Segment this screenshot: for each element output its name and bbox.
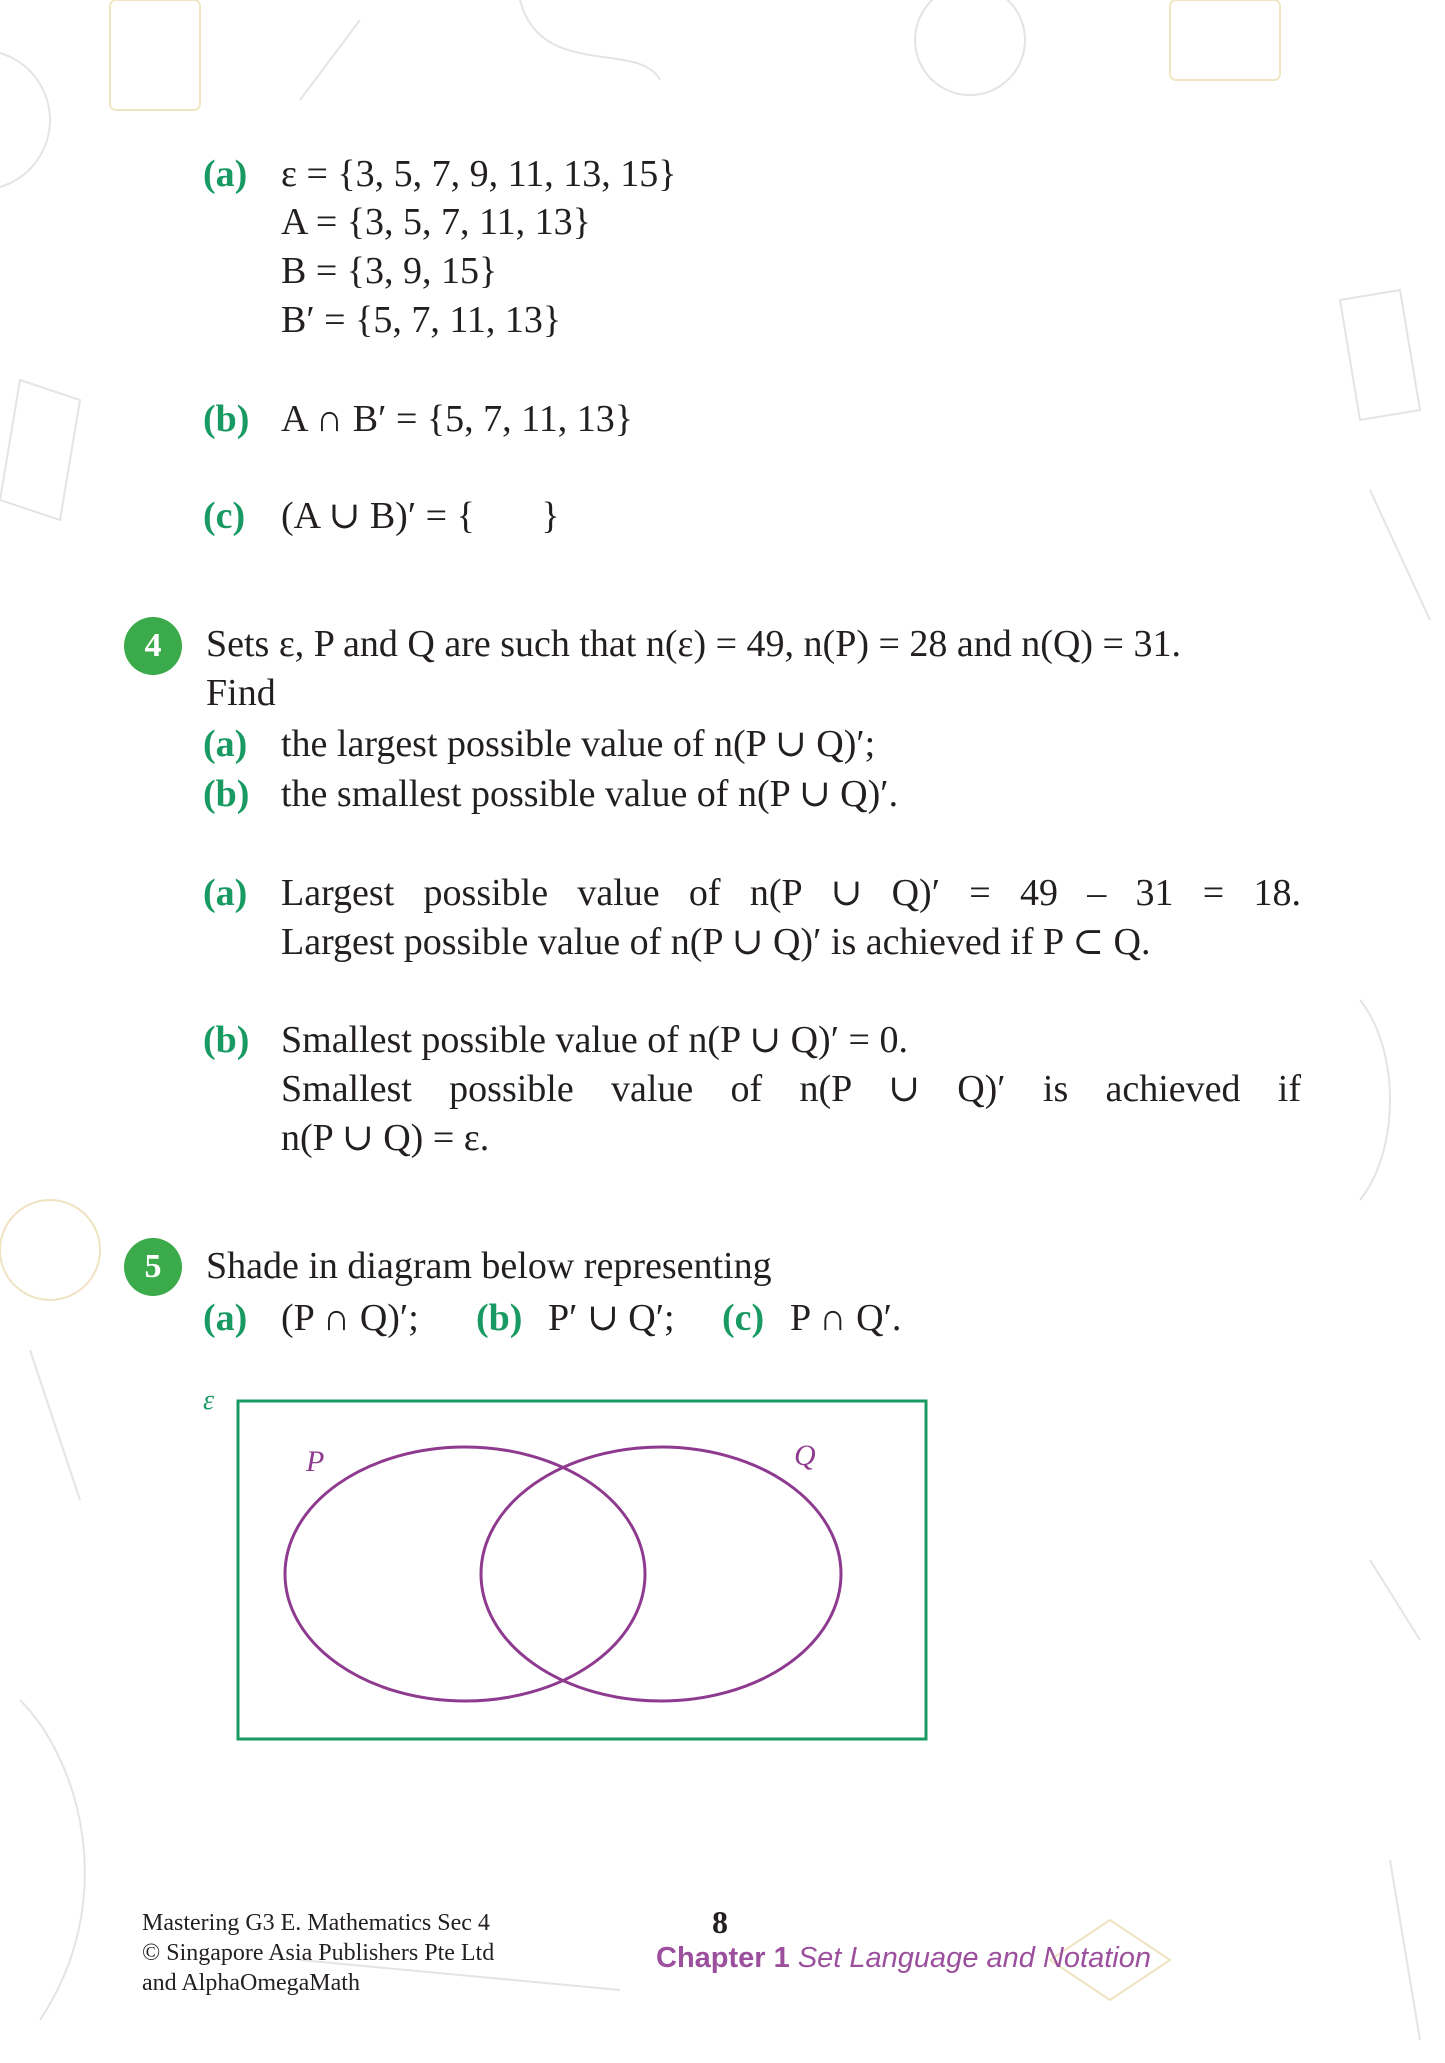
- q4-answer-b-line1: Smallest possible value of n(P ∪ Q)′ = 0.: [281, 1019, 908, 1061]
- chapter-heading: [656, 1942, 1151, 1975]
- set-b-complement-line: B′ = {5, 7, 11, 13}: [281, 299, 562, 341]
- q4-answer-a-line2: Largest possible value of n(P ∪ Q)′ is achieved if P ⊂ Q.: [281, 921, 1151, 963]
- universal-set-label: ε: [203, 1385, 215, 1416]
- plate-doodle-icon: [0, 50, 50, 190]
- part-c-answer: (A ∪ B)′ = { }: [281, 495, 560, 537]
- chapter-title: Set Language and Notation: [797, 1942, 1151, 1974]
- q5-part-a-text: (P ∩ Q)′;: [281, 1297, 419, 1339]
- question-4-badge: 4: [124, 617, 182, 675]
- publisher-line: © Singapore Asia Publishers Pte Ltd: [142, 1940, 495, 1966]
- part-a-label: (a): [203, 153, 248, 195]
- q4-part-a-text: the largest possible value of n(P ∪ Q)′;: [281, 723, 876, 765]
- part-c-label: (c): [203, 495, 246, 537]
- q4-part-b-text: the smallest possible value of n(P ∪ Q)′.: [281, 773, 899, 815]
- q4-answer-a-label: (a): [203, 872, 248, 914]
- q4-answer-a-line1: Largest possible value of n(P ∪ Q)′ = 49 – 31 = 18.: [281, 872, 1301, 914]
- q5-part-c-text: P ∩ Q′.: [790, 1297, 902, 1339]
- book-info: [142, 1908, 494, 1998]
- set-p-label: P: [306, 1445, 325, 1478]
- publisher-line-2: and AlphaOmegaMath: [142, 1970, 360, 1996]
- q4-answer-b-label: (b): [203, 1019, 250, 1061]
- universal-set-line: ε = {3, 5, 7, 9, 11, 13, 15}: [281, 153, 677, 195]
- part-b-label: (b): [203, 398, 250, 440]
- q5-part-b-text: P′ ∪ Q′;: [548, 1297, 675, 1339]
- book-title: Mastering G3 E. Mathematics Sec 4: [142, 1910, 490, 1936]
- set-b-line: B = {3, 9, 15}: [281, 250, 498, 292]
- set-q-label: Q: [794, 1439, 816, 1472]
- question-5-stem: Shade in diagram below representing: [206, 1245, 772, 1287]
- q4-part-b-label: (b): [203, 773, 250, 815]
- q5-part-c-label: (c): [722, 1297, 765, 1339]
- q5-part-b-label: (b): [476, 1297, 523, 1339]
- q5-part-a-label: (a): [203, 1297, 248, 1339]
- part-b-answer: A ∩ B′ = {5, 7, 11, 13}: [281, 398, 633, 440]
- set-p-circle[interactable]: [285, 1447, 645, 1701]
- q4-part-a-label: (a): [203, 723, 248, 765]
- venn-diagram[interactable]: [195, 1385, 935, 1745]
- question-4-stem: Sets ε, P and Q are such that n(ε) = 49, n(P) = 28 and n(Q) = 31.: [206, 623, 1181, 665]
- set-q-circle[interactable]: [481, 1447, 841, 1701]
- q4-answer-b-line3: n(P ∪ Q) = ε.: [281, 1117, 490, 1159]
- question-5-badge: 5: [124, 1238, 182, 1296]
- chapter-label: Chapter 1: [656, 1942, 790, 1974]
- question-4-find: Find: [206, 672, 276, 714]
- set-a-line: A = {3, 5, 7, 11, 13}: [281, 201, 591, 243]
- page-number: 8: [712, 1904, 728, 1940]
- q4-answer-b-line2: Smallest possible value of n(P ∪ Q)′ is achieved if: [281, 1068, 1301, 1110]
